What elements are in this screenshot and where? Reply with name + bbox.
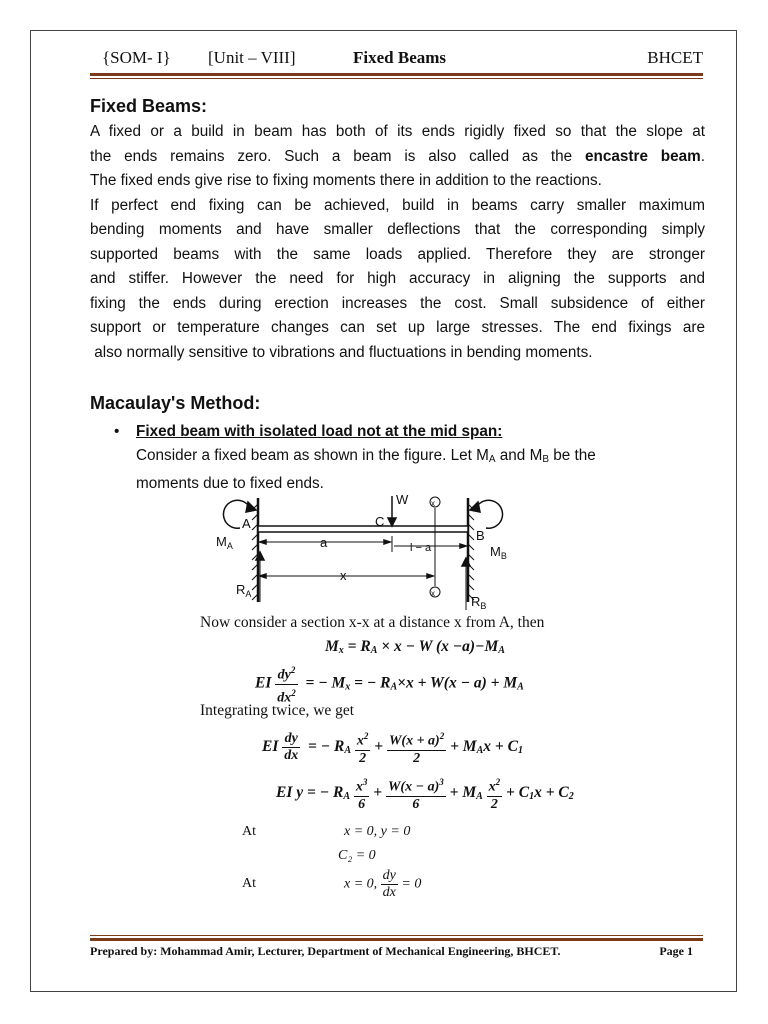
fixed-beam-figure [200,490,510,615]
label-C: C [375,514,385,529]
para-line-10: also normally sensitive to vibrations and fluctuations in bending moments. [90,343,593,361]
equation-deflection: EI y = − $R_A$ $\frac{x^3}{6}$ + $\frac{W(x - a)^3}{6}$ + $M_A$ $\frac{x^2}{2}$ + $C_1x + C_2$ [276,774,574,813]
label-MB: $M_B$ [490,544,507,561]
bullet-body: Consider a fixed beam as shown in the figure. Let $M_A$ and $M_B$ be the moments due to fixed ends. [136,447,596,492]
label-A: A [242,516,251,531]
label-MA: $M_A$ [216,534,233,551]
label-l-minus-a: l − a [410,542,432,554]
constant-c2: C₂ = 0 [338,848,376,863]
para-line-2: the ends remains zero. Such a beam is also called as the encastre beam. [90,147,706,165]
footer-prepared-by: Prepared by: Mohammad Amir, Lecturer, Department of Mechanical Engineering, BHCET. [90,944,561,958]
para-line-6: supported beams with the same loads applied. Therefore they are stronger [90,245,705,263]
equation-slope: EI $\frac{dy}{dx}$ = − $R_A$ $\frac{x^2}{2}$ + $\frac{W(x + a)^2}{2}$ + $M_Ax + C_1$ [262,728,523,767]
label-x-top: x [431,499,435,508]
derivation-integrating: Integrating twice, we get [200,702,355,719]
para-line-7: and stiffer. However the need for high accuracy in aligning the supports and [90,270,705,287]
label-RB: $R_B$ [471,594,487,611]
para-line-5: bending moments and have smaller deflections that the corresponding simply [90,221,705,238]
para-line-8: fixing the ends during erection increases the cost. Small subsidence of either [90,294,705,312]
para-line-4: If perfect end fixing can be achieved, build in beams carry smaller maximum [90,196,705,214]
header-rule-thin [90,78,703,79]
bullet-heading: Fixed beam with isolated load not at the mid span: [136,423,503,440]
para-line-9: support or temperature changes can set up large stresses. The end fixings are [90,319,705,336]
derivation-intro: Now consider a section x-x at a distance x from A, then [200,614,545,631]
para-line-3: The fixed ends give rise to fixing moments there in addition to the reactions. [90,172,602,189]
header-unit: [Unit – VIII] [208,48,296,67]
equation-el-second-derivative: EI $\frac{dy^2}{dx^2}$ = − $M_x$ = − $R_A\times x + W(x - a) + M_A$ [255,662,524,706]
equation-moment: $M_x = R_A \times x - W$ $(x -a)-M_A$ [325,638,505,656]
label-RA: $R_A$ [236,582,252,599]
section-title-macaulay: Macaulay's Method: [90,393,261,413]
boundary-condition-2: x = 0, $\frac{dy}{dx}$ = 0 [344,868,422,900]
derivation-block [180,610,620,930]
header-course: {SOM- I} [102,48,171,67]
section-title-fixed-beams: Fixed Beams: [90,96,208,116]
at-label-2: At [242,876,256,891]
fixed-beams-paragraph [90,120,705,365]
at-label-1: At [242,824,256,839]
label-a: a [320,535,328,550]
page-footer [90,944,703,959]
label-x-bottom: x [431,589,435,598]
header-rule-thick [90,73,703,76]
header-topic: Fixed Beams [353,48,447,67]
label-W: W [396,492,409,507]
boundary-condition-1: x = 0, y = 0 [344,824,411,839]
page-header [90,48,703,72]
encastre-beam-term: encastre beam [585,147,701,165]
footer-page-number: Page 1 [659,944,693,958]
para-line-1: A fixed or a build in beam has both of its ends rigidly fixed so that the slope at [90,123,705,140]
label-x: x [340,568,347,583]
label-B: B [476,528,485,543]
footer-rule-thick [90,938,703,941]
footer-rule-thin [90,935,703,936]
header-college: BHCET [647,48,703,67]
bullet-dot-icon: • [114,423,120,440]
